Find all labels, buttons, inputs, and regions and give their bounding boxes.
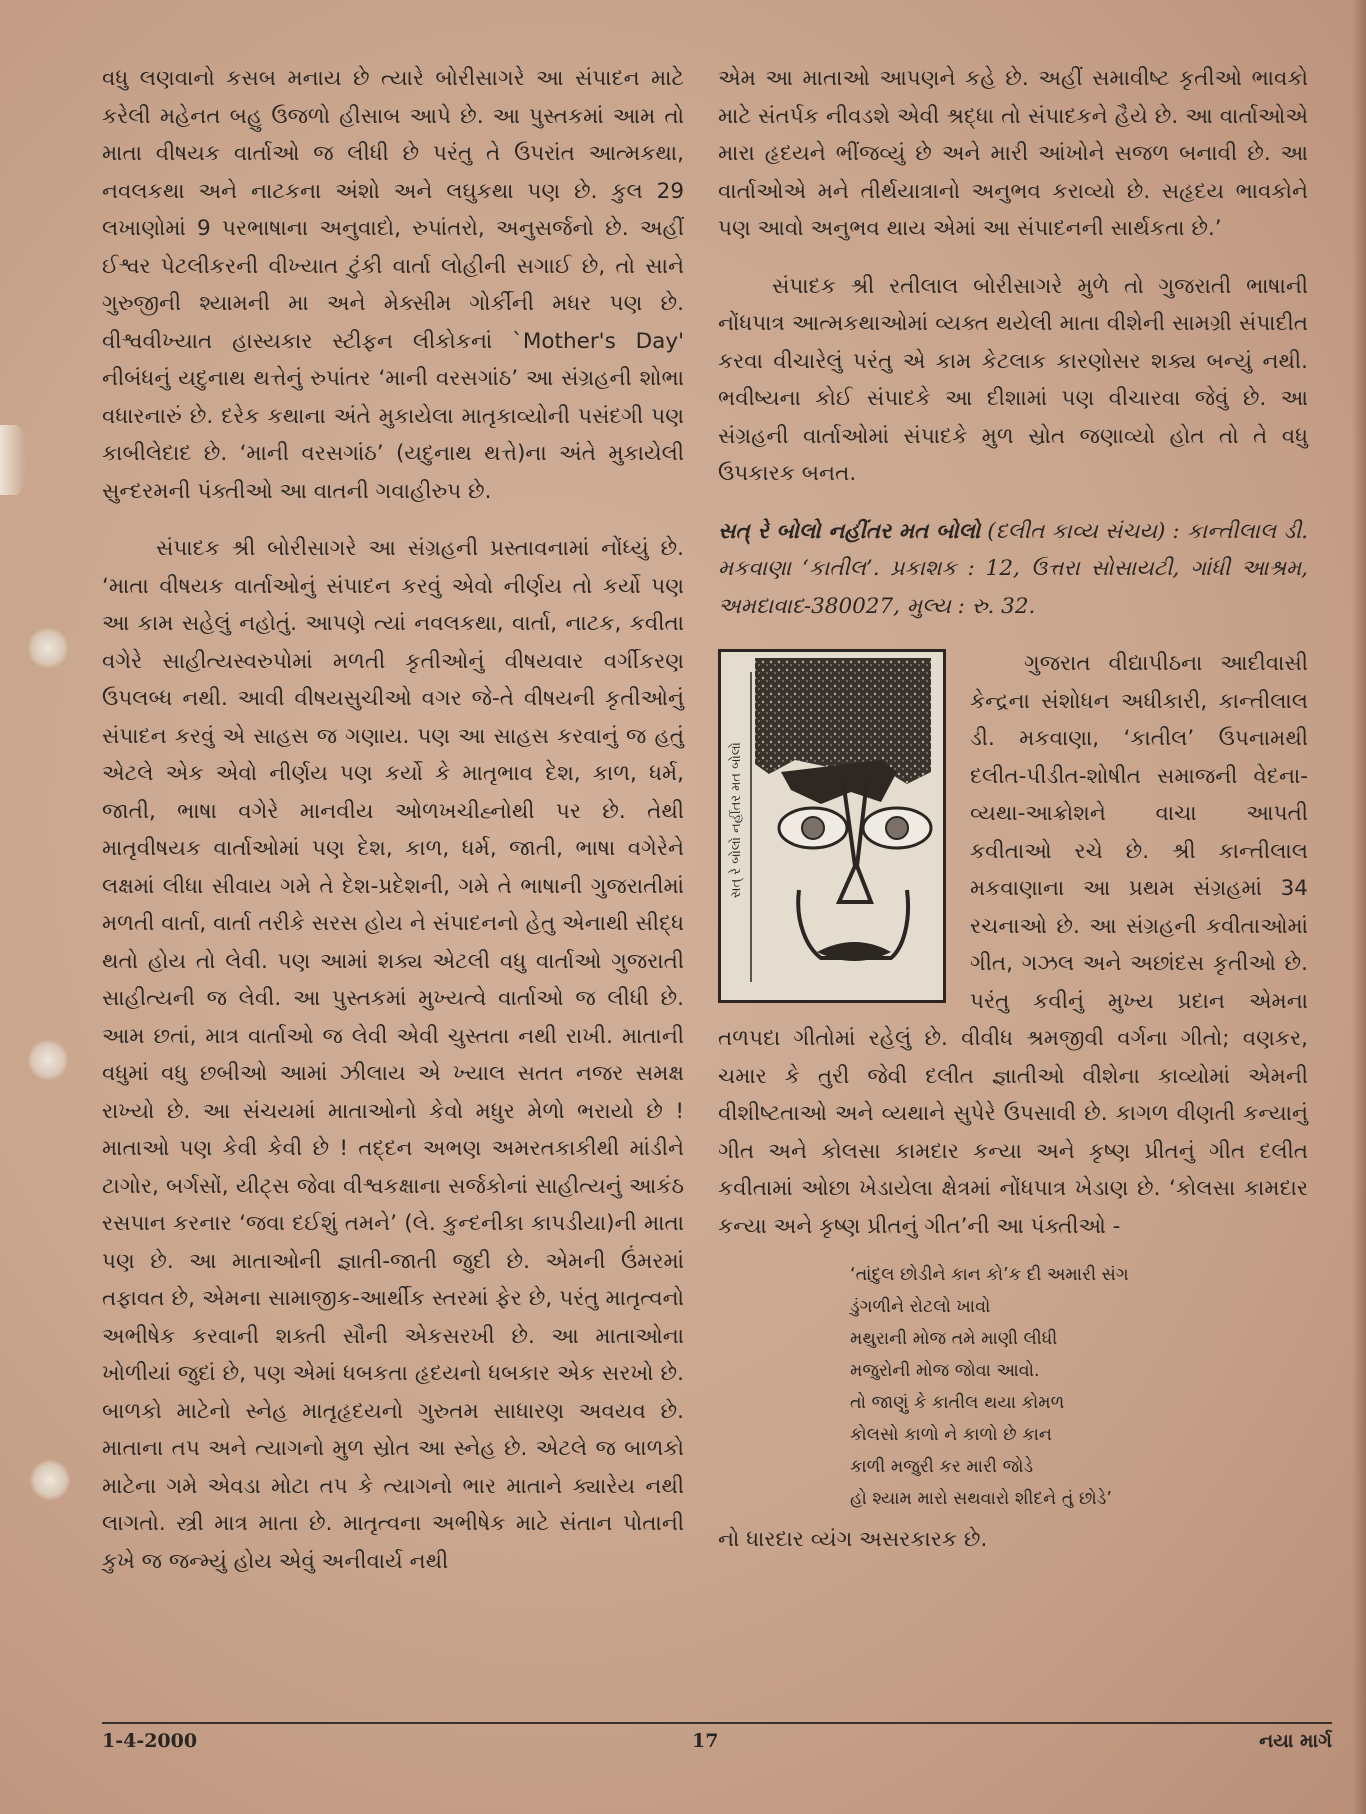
left-paragraph-1: વધુ લણવાનો કસબ મનાય છે ત્યારે બોરીસાગરે આ સંપાદન માટે કરેલી મહેનત બહુ ઉજળો હીસાબ આપે છે. આ પુસ્તકમાં આમ તો માતા વીષયક વાર્તાઓ જ લીધી છે પરંતુ તે ઉપરાંત આત્મકથા, નવલકથા અને નાટકના અંશો અને લઘુકથા પણ છે. કુલ 29 લખાણોમાં 9 પરભાષાના અનુવાદો, રુપાંતરો, અનુસર્જનો છે. અહીં ઈશ્વર પેટલીકરની વીખ્યાત ટુંકી વાર્તા લોહીની સગાઈ છે, તો સાને ગુરુજીની શ્યામની મા અને મેક્સીમ ગોર્કીની મધર પણ છે. વીશ્વવીખ્યાત હાસ્યકાર સ્ટીફન લીકોકનાં `Mother's Day' નીબંધનું યદુનાથ થત્તેનું રુપાંતર ‘માની વરસગાંઠ’ આ સંગ્રહની શોભા વધારનારું છે. દરેક કથાના અંતે મુકાયેલા માતૃકાવ્યોની પસંદગી પણ કાબીલેદાદ છે. ‘માની વરસગાંઠ’ (યદુનાથ થત્તે)ના અંતે મુકાયેલી સુન્દરમની પંક્તીઓ આ વાતની ગવાહીરુપ છે.: [102, 66, 684, 504]
torn-edge: [0, 425, 26, 495]
page-number: 17: [692, 1730, 719, 1752]
book-details: કાન્તીલાલ ડી. મકવાણા ‘કાતીલ’. પ્રકાશક : 12, ઉત્તરા સોસાયટી, ગાંધી આશ્રમ, અમદાવાદ-380027, મુલ્ય : રુ. 32.: [718, 518, 1308, 619]
right-paragraph-1: એમ આ માતાઓ આપણને કહે છે. અહીં સમાવીષ્ટ કૃતીઓ ભાવકો માટે સંતર્પક નીવડશે એવી શ્રદ્ધા તો સંપાદકને હૈયે છે. આ વાર્તાઓએ મારા હૃદયને ભીંજવ્યું છે અને મારી આંખોને સજળ બનાવી છે. આ વાર્તાઓએ મને તીર્થયાત્રાનો અનુભવ કરાવ્યો છે. સહૃદય ભાવકોને પણ આવો અનુભવ થાય એમાં આ સંપાદનની સાર્થકતા છે.’: [718, 66, 1308, 241]
poem-line: કોલસો કાળો ને કાળો છે કાન: [850, 1425, 1052, 1445]
poem-line: તો જાણું કે કાતીલ થયા કોમળ: [850, 1393, 1065, 1413]
binding-hole: [28, 628, 68, 668]
poem-line: મથુરાની મોજ તમે માણી લીધી: [850, 1329, 1058, 1349]
binding-hole: [28, 1040, 68, 1080]
page-footer: [102, 1730, 1332, 1760]
poem-line: મજુરોની મોજ જોવા આવો.: [850, 1361, 1040, 1381]
cover-vertical-title: સત્ રે બોલો નહીંતર મત બોલો: [729, 742, 744, 898]
right-paragraph-4: નો ધારદાર વ્યંગ અસરકારક છે.: [718, 1527, 988, 1552]
book-cover-image: [718, 649, 946, 1003]
poem-line: ‘તાંદુલ છોડીને કાન કો’ક દી અમારી સંગ: [850, 1265, 1129, 1285]
review-block: [718, 645, 1308, 1559]
poem-line: ડુંગળીને રોટલો ખાવો: [850, 1297, 991, 1317]
footer-divider: [102, 1722, 1332, 1724]
book-genre: (દલીત કાવ્ય સંચય) :: [987, 518, 1180, 544]
right-paragraph-3: ગુજરાત વીદ્યાપીઠના આદીવાસી કેન્દ્રના સંશોધન અધીકારી, કાન્તીલાલ ડી. મકવાણા, ‘કાતીલ’ ઉપનામથી દલીત-પીડીત-શોષીત સમાજની વેદના-વ્યથા-આક્રોશને વાચા આપતી કવીતાઓ રચે છે. શ્રી કાન્તીલાલ મકવાણાના આ પ્રથમ સંગ્રહમાં 34 રચનાઓ છે. આ સંગ્રહની કવીતાઓમાં ગીત, ગઝલ અને અછાંદસ કૃતીઓ છે. પરંતુ કવીનું મુખ્ય પ્રદાન એમના તળપદા ગીતોમાં રહેલું છે. વીવીધ શ્રમજીવી વર્ગના ગીતો; વણકર, ચમાર કે તુરી જેવી દલીત જ્ઞાતીઓ વીશેના કાવ્યોમાં એમની વીશીષ્ટતાઓ અને વ્યથાને સુપેરે ઉપસાવી છે. કાગળ વીણતી કન્યાનું ગીત અને કોલસા કામદાર કન્યા અને કૃષ્ણ પ્રીતનું ગીત દલીત કવીતામાં ઓછા ખેડાયેલા ક્ષેત્રમાં નોંધપાત્ર ખેડાણ છે. ‘કોલસા કામદાર કન્યા અને કૃષ્ણ પ્રીતનું ગીત’ની આ પંક્તીઓ -: [718, 651, 1308, 1239]
poem-excerpt: [850, 1259, 1308, 1515]
issue-date: 1-4-2000: [102, 1730, 198, 1752]
left-paragraph-2: સંપાદક શ્રી બોરીસાગરે આ સંગ્રહની પ્રસ્તાવનામાં નોંધ્યું છે. ‘માતા વીષયક વાર્તાઓનું સંપાદન કરવું એવો નીર્ણય તો કર્યો પણ આ કામ સહેલું નહોતું. આપણે ત્યાં નવલકથા, વાર્તા, નાટક, કવીતા વગેરે સાહીત્યસ્વરુપોમાં મળતી કૃતીઓનું વીષયવાર વર્ગીકરણ ઉપલબ્ધ નથી. આવી વીષયસુચીઓ વગર જે-તે વીષયની કૃતીઓનું સંપાદન કરવું એ સાહસ જ ગણાય. પણ આ સાહસ કરવાનું જ હતું એટલે એક એવો નીર્ણય પણ કર્યો કે માતૃભાવ દેશ, કાળ, ધર્મ, જાતી, ભાષા વગેરે માનવીય ઓળખચીહ્નોથી પર છે. તેથી માતૃવીષયક વાર્તાઓમાં પણ દેશ, કાળ, ધર્મ, જાતી, ભાષા વગેરેને લક્ષમાં લીધા સીવાય ગમે તે દેશ-પ્રદેશની, ગમે તે ભાષાની ગુજરાતીમાં મળતી વાર્તા, વાર્તા તરીકે સરસ હોય ને સંપાદનનો હેતુ એનાથી સીદ્ધ થતો હોય તો લેવી. પણ આમાં શક્ય એટલી વધુ વાર્તાઓ ગુજરાતી સાહીત્યની જ લેવી. આ પુસ્તકમાં મુખ્યત્વે વાર્તાઓ જ લીધી છે. આમ છતાં, માત્ર વાર્તાઓ જ લેવી એવી ચુસ્તતા નથી રાખી. માતાની વધુમાં વધુ છબીઓ આમાં ઝીલાય એ ખ્યાલ સતત નજર સમક્ષ રાખ્યો છે. આ સંચયમાં માતાઓનો કેવો મધુર મેળો ભરાયો છે ! માતાઓ પણ કેવી કેવી છે ! તદ્દન અભણ અમરતકાકીથી માંડીને ટાગોર, બર્ગસોં, યીટ્સ જેવા વીશ્વકક્ષાના સર્જકોનાં સાહીત્યનું આકંઠ રસપાન કરનાર ‘જવા દઈશું તમને’ (લે. કુન્દનીકા કાપડીયા)ની માતા પણ છે. આ માતાઓની જ્ઞાતી-જાતી જુદી છે. એમની ઉંમરમાં તફાવત છે, એમના સામાજીક-આર્થીક સ્તરમાં ફેર છે, પરંતુ માતૃત્વનો અભીષેક કરવાની શક્તી સૌની એકસરખી છે. આ માતાઓના ખોળીયાં જુદાં છે, પણ એમાં ધબકતા હૃદયનો ધબકાર એક સરખો છે. બાળકો માટેનો સ્નેહ માતૃહૃદયનો ગુરુતમ સાધારણ અવયવ છે. માતાના તપ અને ત્યાગનો મુળ સ્રોત આ સ્નેહ છે. એટલે જ બાળકો માટેના ગમે એવડા મોટા તપ કે ત્યાગનો ભાર માતાને ક્યારેય નથી લાગતો. સ્ત્રી માત્ર માતા છે. માતૃત્વના અભીષેક માટે સંતાન પોતાની કુખે જ જન્મ્યું હોય એવું અનીવાર્ય નથી: [102, 536, 684, 1574]
poem-line: હો શ્યામ મારો સથવારો શીદને તું છોડે’: [850, 1489, 1112, 1509]
right-paragraph-2: સંપાદક શ્રી રતીલાલ બોરીસાગરે મુળે તો ગુજરાતી ભાષાની નોંધપાત્ર આત્મકથાઓમાં વ્યક્ત થયેલી માતા વીશેની સામગ્રી સંપાદીત કરવા વીચારેલું પરંતુ એ કામ કેટલાક કારણોસર શક્ય બન્યું નથી. ભવીષ્યના કોઈ સંપાદકે આ દીશામાં પણ વીચારવા જેવું છે. આ સંગ્રહની વાર્તાઓમાં સંપાદકે મુળ સ્રોત જણાવ્યો હોત તો તે વધુ ઉપકારક બનત.: [718, 273, 1308, 486]
page-edge-shadow: [1352, 0, 1366, 1814]
right-column: [718, 60, 1308, 1559]
poem-line: કાળી મજુરી કર મારી જોડે: [850, 1457, 1034, 1477]
magazine-name: નયા માર્ગ: [1259, 1730, 1332, 1752]
book-title: સત્ રે બોલો નહીંતર મત બોલો: [718, 518, 981, 544]
left-column: [102, 60, 684, 1580]
book-reference: [718, 513, 1308, 626]
binding-hole: [30, 1460, 70, 1500]
face-illustration-icon: [721, 652, 943, 1000]
